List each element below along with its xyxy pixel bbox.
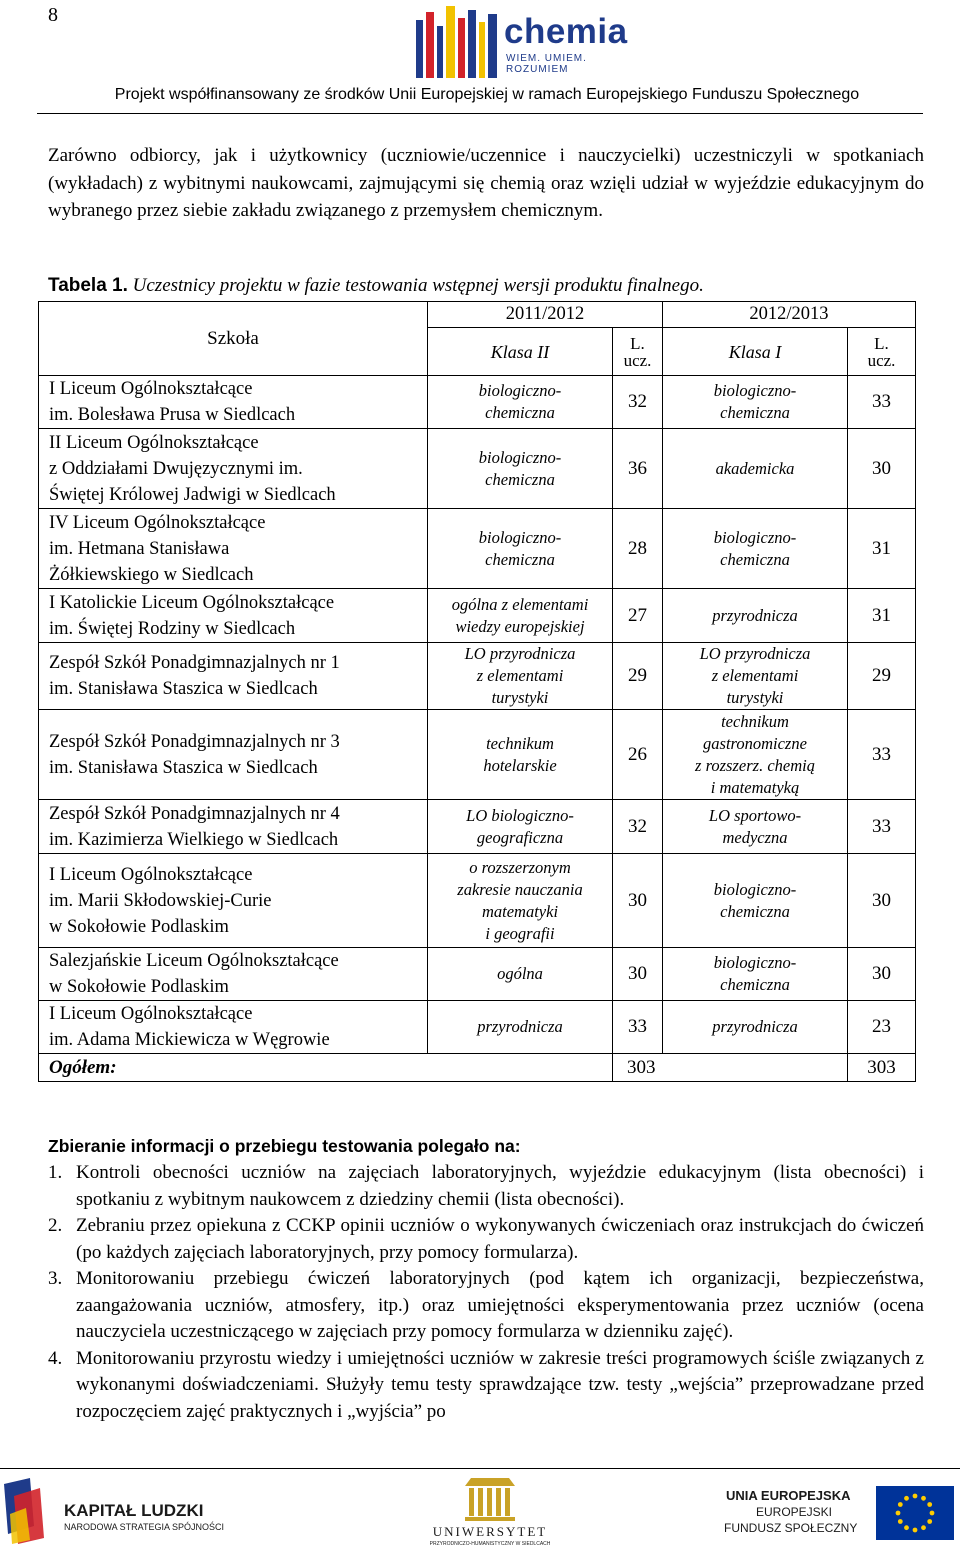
uni-title: UNIWERSYTET <box>432 1524 548 1539</box>
table-row <box>39 589 916 643</box>
klasa2-cell-line: technikum <box>486 733 554 753</box>
klasa2-cell-line: zakresie nauczania <box>457 879 583 899</box>
logo-name: chemia <box>504 12 628 51</box>
school-cell <box>39 643 428 710</box>
count2-cell: 26 <box>613 710 663 800</box>
school-cell-line: Zespół Szkół Ponadgimnazjalnych nr 4 <box>49 803 340 824</box>
school-cell <box>39 854 428 948</box>
klasa1-cell-line: chemiczna <box>720 549 790 569</box>
klasa2-cell <box>428 800 613 854</box>
list-item <box>48 1213 924 1266</box>
klasa1-cell <box>663 854 848 948</box>
count1-cell: 31 <box>848 589 916 643</box>
eu-star-icon <box>898 1502 903 1507</box>
school-cell-line: Zespół Szkół Ponadgimnazjalnych nr 3 <box>49 731 340 752</box>
klasa1-cell-line: LO przyrodnicza <box>699 644 811 663</box>
school-cell-line: w Sokołowie Podlaskim <box>49 977 229 997</box>
school-cell <box>39 429 428 509</box>
header-lucz-1 <box>613 328 663 376</box>
count1-cell: 23 <box>848 1001 916 1054</box>
table-row <box>39 509 916 589</box>
klasa2-cell-line: biologiczno- <box>478 527 562 547</box>
school-cell-line: im. Stanisława Staszica w Siedlcach <box>49 757 318 778</box>
eu-star-icon <box>921 1496 926 1501</box>
header-year-2011: 2011/2012 <box>428 302 663 328</box>
header-divider <box>37 113 923 114</box>
logo-motto: WIEM. UMIEM. ROZUMIEM <box>506 53 587 75</box>
participants-table <box>38 301 916 1082</box>
table-row <box>39 429 916 509</box>
count2-cell: 28 <box>613 509 663 589</box>
chemia-logo <box>414 6 628 78</box>
count1-cell: 30 <box>848 854 916 948</box>
klasa2-cell <box>428 948 613 1001</box>
school-cell-line: II Liceum Ogólnokształcące <box>49 432 259 453</box>
klasa1-cell <box>663 710 848 800</box>
header-klasa-2: Klasa II <box>428 328 613 376</box>
klasa1-cell-line: biologiczno- <box>713 879 797 899</box>
school-cell <box>39 509 428 589</box>
klasa1-cell-line: przyrodnicza <box>712 1017 798 1036</box>
school-cell-line: z Oddziałami Dwujęzycznymi im. <box>49 458 303 479</box>
eu-star-icon <box>927 1502 932 1507</box>
eu-line-3: FUNDUSZ SPOŁECZNY <box>724 1521 858 1535</box>
eu-star-icon <box>904 1525 909 1530</box>
list-item-number: 2. <box>48 1215 63 1236</box>
school-cell-line: Świętej Królowej Jadwigi w Siedlcach <box>49 484 336 505</box>
header-lucz-1-a: L. <box>630 333 645 353</box>
klasa1-cell <box>663 1001 848 1054</box>
header-school: Szkoła <box>39 302 428 376</box>
eu-star-icon <box>913 1528 918 1533</box>
header-klasa-1: Klasa I <box>663 328 848 376</box>
summary-list <box>48 1160 924 1425</box>
eu-line-1: UNIA EUROPEJSKA <box>726 1488 851 1503</box>
table-row <box>39 643 916 710</box>
klasa2-cell-line: biologiczno- <box>478 381 562 400</box>
school-cell-line: I Katolickie Liceum Ogólnokształcące <box>49 592 335 613</box>
klasa1-cell-line: przyrodnicza <box>712 605 798 625</box>
count1-cell: 29 <box>848 643 916 710</box>
klasa1-cell <box>663 589 848 643</box>
count2-cell: 33 <box>613 1001 663 1054</box>
school-cell <box>39 376 428 429</box>
count1-cell: 33 <box>848 376 916 429</box>
klasa1-cell-line: z rozszerz. chemią <box>695 755 815 775</box>
count1-cell: 30 <box>848 429 916 509</box>
klasa2-cell-line: chemiczna <box>485 403 555 422</box>
klasa1-cell-line: i matematyką <box>710 777 800 797</box>
intro-paragraph: Zarówno odbiorcy, jak i użytkownicy (uczniowie/uczennice i nauczycielki) uczestniczyli w spotkaniach (wykładach) z wybitnymi naukowcami, zajmującymi się chemią oraz wzięli udział w wyjeździe edukacyjnym do wybranego przez siebie zakładu związanego z przemysłem chemicznym. <box>48 145 924 221</box>
list-item-text: Monitorowaniu przyrostu wiedzy i umiejętności uczniów w zakresie treści programowych ściśle związanych z wykonanymi doświadczeniami. Służyły temu testy sprawdzające tzw. testy „wejścia” przeprowadzane przed rozpoczęciem zajęć praktycznych i „wyjścia” po <box>76 1347 924 1422</box>
header-lucz-2-b: ucz. <box>867 350 896 370</box>
count2-cell: 30 <box>613 854 663 948</box>
header-year-2012: 2012/2013 <box>663 302 916 328</box>
klasa2-cell-line: turystyki <box>491 688 549 707</box>
count1-cell: 31 <box>848 509 916 589</box>
klasa2-cell-line: hotelarskie <box>483 755 557 775</box>
klasa1-cell-line: chemiczna <box>720 403 790 422</box>
klasa2-cell-line: ogólna <box>497 964 543 983</box>
klasa2-cell-line: LO biologiczno- <box>466 805 574 825</box>
project-funding-line: Projekt współfinansowany ze środków Unii Europejskiej w ramach Europejskiego Funduszu Społecznego <box>114 86 860 103</box>
klasa1-cell <box>663 509 848 589</box>
klasa1-cell <box>663 948 848 1001</box>
summary-title: Zbieranie informacji o przebiegu testowania polegało na: <box>48 1136 521 1156</box>
klasa2-cell-line: chemiczna <box>485 469 555 489</box>
page-number: 8 <box>48 4 58 26</box>
list-item <box>48 1160 924 1213</box>
university-logo <box>415 1474 565 1548</box>
count2-cell: 30 <box>613 948 663 1001</box>
header-lucz-2 <box>848 328 916 376</box>
list-item-text: Monitorowaniu przebiegu ćwiczeń laboratoryjnych (pod kątem ich organizacji, bezpieczeństwa, zaangażowania uczniów, atmosfery, itp.) oraz umiejętności eksperymentowania przez uczniów (ocena nauczyciela uczestniczącego w zajęciach przy pomocy formularza w dzienniku zajęć). <box>76 1268 924 1342</box>
school-cell-line: im. Bolesława Prusa w Siedlcach <box>49 405 296 425</box>
total-2012: 303 <box>848 1054 916 1082</box>
school-cell-line: Salezjańskie Liceum Ogólnokształcące <box>49 951 339 971</box>
school-cell <box>39 948 428 1001</box>
klasa2-cell <box>428 854 613 948</box>
table-row <box>39 376 916 429</box>
list-item-number: 4. <box>48 1347 63 1369</box>
klasa1-cell-line: gastronomiczne <box>703 733 807 753</box>
school-cell <box>39 589 428 643</box>
klasa1-cell <box>663 376 848 429</box>
school-cell <box>39 710 428 800</box>
table-row <box>39 710 916 800</box>
count1-cell: 33 <box>848 800 916 854</box>
school-cell-line: im. Hetmana Stanisława <box>49 538 230 559</box>
klasa1-cell-line: LO sportowo- <box>708 805 802 825</box>
klasa2-cell <box>428 509 613 589</box>
table-row <box>39 854 916 948</box>
klasa2-cell-line: o rozszerzonym <box>469 857 571 877</box>
kl-subtitle: NARODOWA STRATEGIA SPÓJNOŚCI <box>64 1522 225 1532</box>
count2-cell: 32 <box>613 800 663 854</box>
school-cell-line: I Liceum Ogólnokształcące <box>49 864 253 885</box>
uni-pediment <box>465 1478 515 1486</box>
table-row <box>39 1001 916 1054</box>
klasa1-cell-line: medyczna <box>722 827 788 847</box>
school-cell-line: im. Świętej Rodziny w Siedlcach <box>49 618 296 639</box>
count2-cell: 32 <box>613 376 663 429</box>
table-caption-text: Uczestnicy projektu w fazie testowania wstępnej wersji produktu finalnego. <box>132 275 704 296</box>
count2-cell: 29 <box>613 643 663 710</box>
eu-star-icon <box>927 1519 932 1524</box>
klasa2-cell-line: i geografii <box>485 923 555 943</box>
klasa1-cell-line: akademicka <box>715 458 795 478</box>
header-lucz-1-b: ucz. <box>623 350 652 370</box>
header-lucz-2-a: L. <box>874 333 889 353</box>
eu-star-icon <box>921 1525 926 1530</box>
list-item <box>48 1266 924 1346</box>
klasa1-cell-line: chemiczna <box>720 975 790 994</box>
eu-star-icon <box>896 1511 901 1516</box>
school-cell-line: w Sokołowie Podlaskim <box>49 916 229 937</box>
klasa2-cell-line: ogólna z elementami <box>451 594 589 614</box>
footer-divider <box>0 1468 960 1469</box>
school-cell-line: I Liceum Ogólnokształcące <box>49 379 253 399</box>
school-cell <box>39 800 428 854</box>
klasa2-cell <box>428 643 613 710</box>
eu-star-icon <box>913 1494 918 1499</box>
klasa1-cell <box>663 800 848 854</box>
klasa2-cell-line: z elementami <box>476 666 564 685</box>
school-cell <box>39 1001 428 1054</box>
klasa2-cell-line: biologiczno- <box>478 447 562 467</box>
table-row <box>39 948 916 1001</box>
table-caption <box>48 275 704 297</box>
klasa2-cell-line: przyrodnicza <box>477 1017 563 1036</box>
klasa1-cell-line: z elementami <box>711 666 799 685</box>
kl-title: KAPITAŁ LUDZKI <box>64 1501 204 1520</box>
school-cell-line: IV Liceum Ogólnokształcące <box>49 512 266 533</box>
klasa2-cell-line: wiedzy europejskiej <box>455 616 585 636</box>
school-cell-line: im. Marii Skłodowskiej-Curie <box>49 890 272 911</box>
klasa2-cell-line: LO przyrodnicza <box>464 644 576 663</box>
klasa1-cell-line: turystyki <box>726 688 784 707</box>
school-cell-line: im. Kazimierza Wielkiego w Siedlcach <box>49 829 339 850</box>
klasa2-cell-line: geograficzna <box>476 827 564 847</box>
klasa1-cell <box>663 429 848 509</box>
school-cell-line: Żółkiewskiego w Siedlcach <box>49 564 254 585</box>
klasa2-cell <box>428 1001 613 1054</box>
school-cell-line: im. Adama Mickiewicza w Węgrowie <box>49 1030 330 1050</box>
count1-cell: 30 <box>848 948 916 1001</box>
eu-logo <box>716 1478 960 1548</box>
school-cell-line: im. Stanisława Staszica w Siedlcach <box>49 679 318 699</box>
total-2011: 303 <box>613 1054 848 1082</box>
eu-star-icon <box>930 1511 935 1516</box>
klasa1-cell-line: biologiczno- <box>713 527 797 547</box>
klasa2-cell-line: chemiczna <box>485 549 555 569</box>
klasa1-cell <box>663 643 848 710</box>
klasa1-cell-line: technikum <box>721 711 789 731</box>
eu-line-2: EUROPEJSKI <box>756 1505 833 1519</box>
school-cell-line: Zespół Szkół Ponadgimnazjalnych nr 1 <box>49 653 340 673</box>
school-cell-line: I Liceum Ogólnokształcące <box>49 1004 253 1024</box>
klasa2-cell-line: matematyki <box>481 901 559 921</box>
klasa2-cell <box>428 589 613 643</box>
klasa2-cell <box>428 710 613 800</box>
count1-cell: 33 <box>848 710 916 800</box>
klasa2-cell <box>428 429 613 509</box>
list-item-text: Zebraniu przez opiekuna z CCKP opinii uczniów o wykonywanych ćwiczeniach oraz instrukcjach do ćwiczeń (po każdych zajęciach laboratoryjnych, przy pomocy formularza). <box>76 1215 924 1263</box>
list-item-number: 1. <box>48 1162 63 1183</box>
klasa1-cell-line: chemiczna <box>720 901 790 921</box>
klasa1-cell-line: biologiczno- <box>713 953 797 972</box>
table-row <box>39 800 916 854</box>
uni-subtitle: PRZYRODNICZO-HUMANISTYCZNY W SIEDLCACH <box>429 1541 551 1547</box>
klasa2-cell <box>428 376 613 429</box>
table-caption-label: Tabela 1. <box>48 275 128 296</box>
total-row <box>39 1054 916 1082</box>
list-item-number: 3. <box>48 1268 63 1289</box>
list-item-text: Kontroli obecności uczniów na zajęciach laboratoryjnych, wyjeździe edukacyjnym (lista obecności) i spotkaniu z wybitnym naukowcem z dziedziny chemii (lista obecności). <box>76 1162 924 1210</box>
logo-bars-icon <box>414 6 502 78</box>
klasa1-cell-line: biologiczno- <box>713 381 797 400</box>
eu-star-icon <box>898 1519 903 1524</box>
count2-cell: 27 <box>613 589 663 643</box>
eu-star-icon <box>904 1496 909 1501</box>
count2-cell: 36 <box>613 429 663 509</box>
kapital-ludzki-logo <box>0 1474 240 1546</box>
total-label: Ogółem: <box>39 1054 613 1082</box>
list-item <box>48 1346 924 1426</box>
